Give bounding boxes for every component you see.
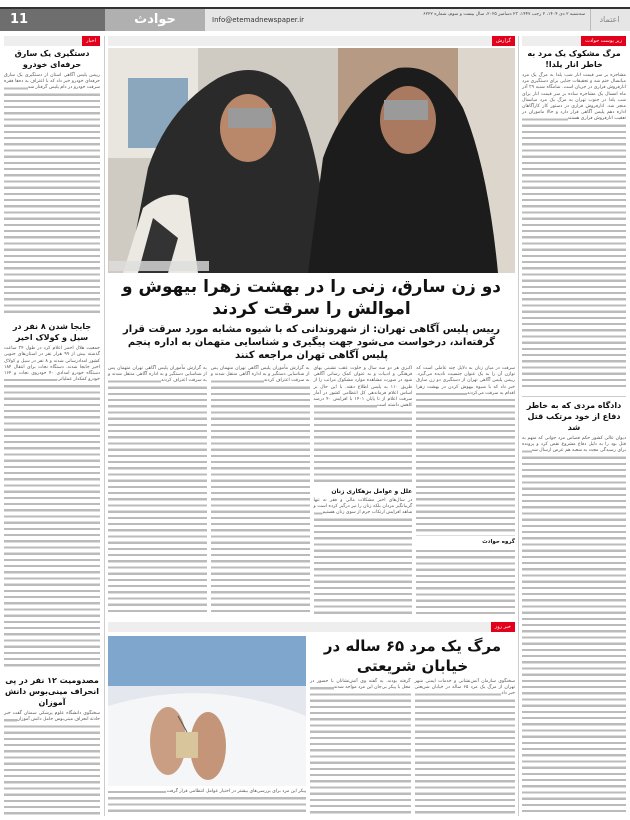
newspaper-logo: اعتماد	[590, 9, 628, 31]
article-column	[108, 789, 306, 816]
column-text-block	[416, 366, 515, 536]
right-column	[522, 36, 626, 816]
column-text: گرفته بودند. به گفته وی آتش‌نشانان با حضور در محل با پیکر بی‌جان این مرد مواجه شدند	[310, 679, 411, 691]
column-text-block	[314, 366, 413, 485]
second-story-text	[310, 636, 515, 816]
article-column	[310, 679, 411, 816]
article-column	[108, 366, 207, 616]
left-column	[4, 36, 100, 816]
second-headline: مرگ یک مرد ۶۵ ساله در خیابان شریعتی	[323, 637, 502, 675]
byline: گروه حوادث	[482, 539, 515, 545]
story-text: مشاجره بر سر قیمت انار شب یلدا به مرگ یک مرد میانسال ختم شد و تحقیقات جنایی برای دستگیری مرد انارفروش فراری در جریان است. شامگاه شنبه ۲۹ آذر ماه امسال یک مشاجره ساده بر سر قیمت انار برای شب یلدا در جنوب تهران به مرگ یک مرد میانسال منجر شد. انارفروش فراری در دستور کار کارآگاهان اداره دهم پلیس آگاهی قرار دارد و حالا ماموران در تعقیب انارفروش فراری هستند	[522, 73, 626, 122]
report-tag-row	[108, 36, 515, 46]
article-column	[314, 366, 413, 616]
date-line: سه‌شنبه ۲ دی ۱۴۰۴، ۲ رجب ۱۴۴۷، ۲۳ دسامبر ۲۰۲۵، سال بیست و سوم، شماره ۶۲۲۲	[423, 12, 585, 17]
story-text: دیوان عالی کشور حکم قصاص مرد جوانی که متهم به قتل بود را به دلیل دفاع مشروع نقض کرد و پرونده برای رسیدگی مجدد به شعبه هم عرض ارسال شد	[522, 435, 626, 454]
subsection-heading: علل و عوامل بزهکاری زنان	[331, 487, 413, 495]
section-title: حوادث	[105, 9, 205, 31]
story-text: سخنگوی دانشگاه علوم پزشکی سمنان گفت خبر حادثه انحراف مینی‌بوس حامل دانش آموزان	[4, 711, 100, 723]
column-text-block	[314, 498, 413, 617]
column-text: به گزارش مأموران پلیس آگاهی تهران متهمان پس از شناسایی دستگیر و به اداره آگاهی منتقل شدند و به سرقت اعتراف کردند	[210, 366, 310, 384]
main-area	[108, 36, 515, 816]
left-story2-body	[4, 346, 100, 669]
column-divider	[104, 36, 105, 816]
article-column	[416, 366, 515, 616]
second-story-photo-column	[108, 636, 306, 816]
main-headline: دو زن سارق، زنی را در بهشت زهرا بیهوش و اموالش را سرقت کردند	[122, 277, 501, 319]
column-text: سخنگوی سازمان آتش‌نشانی و خدمات ایمنی شهر تهران از مرگ یک مرد ۶۵ ساله در خیابان شریعتی خبر داد	[414, 679, 515, 697]
suspects-photo	[108, 48, 515, 273]
under-skin-tag: زیر پوست حوادث	[581, 36, 626, 46]
column-text-block	[211, 366, 310, 616]
left-story1-title: دستگیری یک سارق حرفه‌ای خودرو	[14, 49, 90, 69]
right-story2-title: دادگاه مردی که به خاطر دفاع از خود مرتکب قتل شد	[522, 396, 626, 433]
second-columns	[310, 679, 515, 816]
column-text: پیکر این مرد برای بررسی‌های بیشتر در اختیار عوامل انتظامی قرار گرفت	[166, 789, 306, 794]
column-text: در سال‌های اخیر مشکلات مالی و فقر نه تنها گریبانگیر مردان بلکه زنان را نیز درگیر کرده است و شاهد افزایش ارتکاب جرم از سوی زنان هستیم	[313, 497, 413, 515]
left-story3-title: مصدومیت ۱۲ نفر در پی انحراف مینی‌بوس دانش آموزان	[5, 676, 99, 708]
story-text: رییس پلیس آگاهی استان از دستگیری یک سارق حرفه‌ای خودرو خبر داد که با اعتراف به ده‌ها فقره سرقت خودرو در دام پلیس گرفتار شد	[4, 73, 100, 91]
morgue-photo	[108, 636, 306, 786]
report-tag: گزارش	[492, 36, 515, 46]
article-column	[211, 366, 310, 616]
left-story1-body	[4, 73, 100, 315]
column-text: اکبری هر دو سه سال و خلوت عقب نشینی بهای فرهنگی و ادبیات و به عنوان کمک رسانی آگاهی شود در صورت مشاهده موارد مشکوک مراتب را از طریق ۱۱۰ به پلیس اطلاع دهند. با این حال بر اساس اعلام فرماندهی کل انتظامی کشور در آمار سرقت اعلام از تا پایان ۱۴۰۱ با افزایش ۴۰ درصد کاهش داشته است	[313, 366, 413, 409]
column-text-filler	[416, 548, 515, 616]
under-skin-tag-row	[522, 36, 626, 46]
column-text: سرقت در میان زنان به دلایل چند عاملی است که توازن آن را به یک عنوان جنسیت نادیده می‌گیرد. رییس پلیس آگاهی تهران از دستگیری دو زن سارق خبر داد که با شیوه بیهوش کردن در بهشت زهرا اقدام به سرقت می‌کردند	[416, 366, 515, 396]
column-divider	[518, 36, 519, 816]
news-of-day-tag: خبر روز	[491, 622, 515, 632]
article-column	[415, 679, 516, 816]
right-story1-body	[522, 73, 626, 390]
story-text: جمعیت هلال احمر اعلام کرد در طول ۲۴ ساعت گذشته بیش از ۹۹ هزار نفر در استان‌های جنوبی کشور امدادرسانی شدند و ۸ نفر در سیل و کولاک اخیر جابجا شدند. دستگاه نجات برای انتقال ۱۸۴ دستگاه خودرو امدادی ۴۰ خودروی نجات و ۱۶۴ خودرو کمکدار عملیاتی	[4, 346, 101, 383]
news-tag: اخبار	[82, 36, 100, 46]
email-link[interactable]: Info@etemadnewspaper.ir	[212, 16, 305, 24]
news-of-day-tag-row	[108, 622, 515, 632]
column-text: به گزارش مأموران پلیس آگاهی تهران متهمان پس از شناسایی دستگیر و به اداره آگاهی منتقل شدند و به سرقت اعتراف کردند	[108, 366, 207, 384]
left-story3-body	[4, 711, 100, 816]
left-story2-title: جابجا شدن ۸ نفر در سیل و کولاک اخیر	[12, 322, 92, 343]
main-subhead: رییس پلیس آگاهی تهران: از شهروندانی که با شیوه مشابه مورد سرقت قرار گرفته‌اند، درخواست می‌شود جهت پیگیری و شناسایی متهمان به اداره پنجم پلیس آگاهی تهران مراجعه کنند	[123, 324, 500, 361]
page-number: 11	[0, 9, 105, 31]
column-text-block	[108, 366, 207, 616]
second-story	[108, 636, 515, 816]
article-columns	[108, 366, 515, 616]
right-story1-title: مرگ مشکوک یک مرد به خاطر انار یلدا!	[527, 49, 621, 69]
news-tag-row	[4, 36, 100, 46]
right-story2-body	[522, 436, 626, 816]
